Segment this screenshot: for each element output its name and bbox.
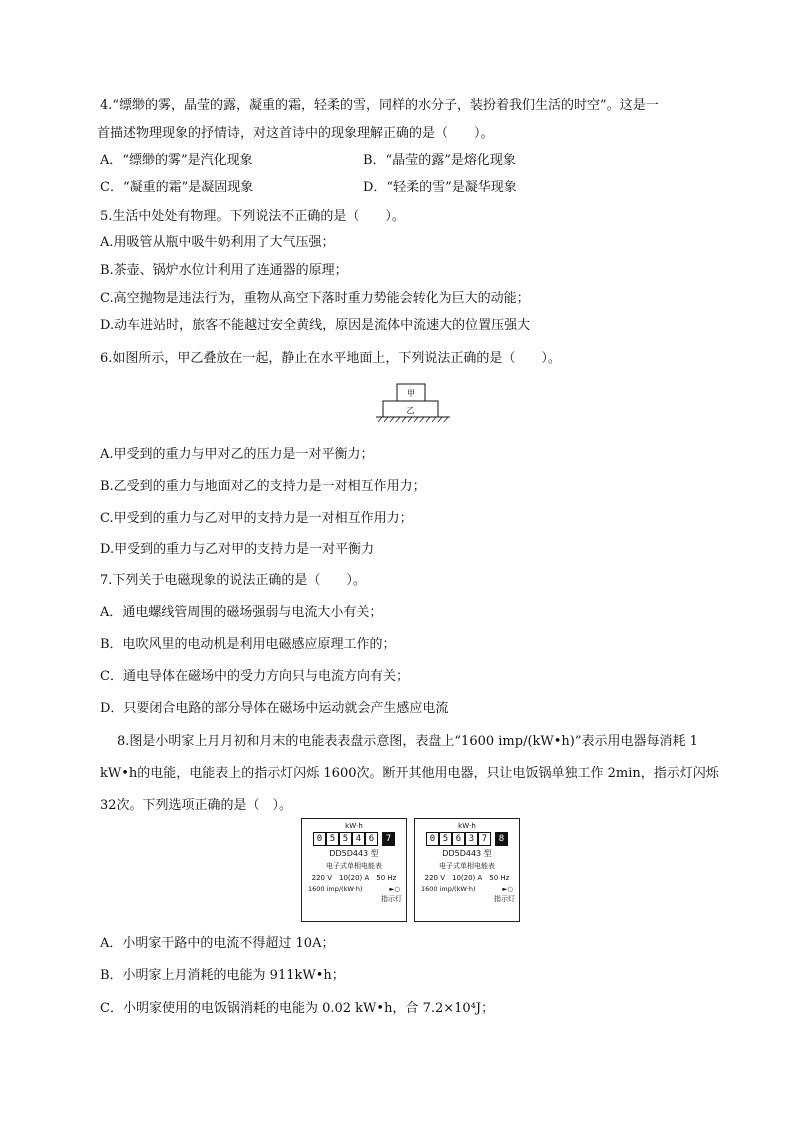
q5-option-a: A.用吸管从瓶中吸牛奶利用了大气压强；	[100, 235, 335, 250]
stacked-blocks-figure	[376, 382, 458, 424]
meter-indicator-label: 指示灯	[494, 895, 515, 903]
meter-model: DD5D443 型	[329, 849, 379, 858]
q8-line2: kW•h的电能，电能表上的指示灯闪烁 1600次。断开其他用电器，只让电饭锅单独工作 2min，指示灯闪烁	[100, 766, 719, 781]
q4-option-a: A．“缥缈的雾”是汽化现象	[100, 153, 253, 168]
q4-option-d: D．“轻柔的雪”是凝华现象	[363, 180, 517, 195]
meter-indicator-label: 指示灯	[381, 895, 402, 903]
q5-option-c: C.高空抛物是违法行为，重物从高空下落时重力势能会转化为巨大的动能；	[100, 291, 530, 306]
meter-spec: 220 V 10(20) A 50 Hz	[424, 874, 510, 882]
meter-digit: 0	[426, 832, 439, 846]
q8-option-a: A．小明家干路中的电流不得超过 10A；	[100, 936, 335, 951]
q5-option-d: D.动车进站时，旅客不能越过安全黄线，原因是流体中流速大的位置压强大	[100, 318, 531, 333]
indicator-icon: ►○	[389, 885, 400, 893]
q6-option-a: A.甲受到的重力与甲对乙的压力是一对平衡力；	[100, 447, 374, 462]
meter-description: 电子式单相电能表	[326, 862, 382, 870]
meter-digit: 0	[313, 832, 326, 846]
indicator-icon: ►○	[502, 885, 513, 893]
meter-digits	[415, 832, 519, 846]
q6-option-b: B.乙受到的重力与地面对乙的支持力是一对相互作用力；	[100, 479, 426, 494]
block-jia-label: 甲	[407, 389, 415, 398]
q7-option-b: B．电吹风里的电动机是利用电磁感应原理工作的；	[100, 637, 396, 652]
meter-decimal-digit: 8	[495, 832, 508, 846]
meter-end-of-month	[414, 818, 520, 922]
q7-stem: 7.下列关于电磁现象的说法正确的是（ ）。	[100, 573, 366, 588]
meter-imp: 1600 imp/(kW·h)	[308, 885, 363, 893]
meter-digit: 3	[465, 832, 478, 846]
q8-line1: 8.图是小明家上月月初和月末的电能表表盘示意图，表盘上“1600 imp/(kW•h)”表示用电器每消耗 1	[117, 734, 698, 749]
block-yi-label: 乙	[406, 406, 415, 415]
q8-option-c: C．小明家使用的电饭锅消耗的电能为 0.02 kW•h，合 7.2×10⁴J；	[100, 1001, 495, 1016]
meter-start-of-month	[301, 818, 407, 922]
q8-option-b: B．小明家上月消耗的电能为 911kW•h；	[100, 968, 345, 983]
blocks-diagram	[376, 382, 458, 424]
q8-line3: 32次。下列选项正确的是（ ）。	[100, 798, 293, 813]
q4-option-c: C．“凝重的霜”是凝固现象	[100, 180, 254, 195]
q4-option-b: B．“晶莹的露”是熔化现象	[363, 153, 516, 168]
q6-option-c: C.甲受到的重力与乙对甲的支持力是一对相互作用力；	[100, 511, 413, 526]
meter-digits	[302, 832, 406, 846]
meter-digit: 5	[339, 832, 352, 846]
meter-spec: 220 V 10(20) A 50 Hz	[311, 874, 397, 882]
q4-line2: 首描述物理现象的抒情诗，对这首诗中的现象理解正确的是（ ）。	[97, 126, 494, 141]
meter-unit: kW·h	[458, 822, 476, 830]
meter-digit: 6	[365, 832, 378, 846]
q7-option-a: A．通电螺线管周围的磁场强弱与电流大小有关；	[100, 605, 383, 620]
meter-digit: 5	[439, 832, 452, 846]
meter-unit: kW·h	[345, 822, 363, 830]
meter-imp: 1600 imp/(kW·h)	[421, 885, 476, 893]
q5-option-b: B.茶壶、锅炉水位计利用了连通器的原理；	[100, 263, 348, 278]
q6-stem: 6.如图所示，甲乙叠放在一起，静止在水平地面上，下列说法正确的是（ ）。	[100, 351, 561, 366]
meter-digit: 6	[452, 832, 465, 846]
meter-description: 电子式单相电能表	[439, 862, 495, 870]
q5-stem: 5.生活中处处有物理。下列说法不正确的是（ ）。	[100, 209, 405, 224]
q6-option-d: D.甲受到的重力与乙对甲的支持力是一对平衡力	[100, 542, 375, 557]
meter-digit: 7	[478, 832, 491, 846]
q7-option-c: C．通电导体在磁场中的受力方向只与电流方向有关；	[100, 669, 409, 684]
meter-model: DD5D443 型	[442, 849, 492, 858]
q4-line1: 4.“缥缈的雾，晶莹的露，凝重的霜，轻柔的雪，同样的水分子，装扮着我们生活的时空”。这是一	[100, 98, 659, 113]
ground-hatching	[378, 417, 448, 422]
meter-decimal-digit: 7	[382, 832, 395, 846]
meter-digit: 5	[326, 832, 339, 846]
meter-digit: 4	[352, 832, 365, 846]
q7-option-d: D．只要闭合电路的部分导体在磁场中运动就会产生感应电流	[100, 701, 449, 716]
